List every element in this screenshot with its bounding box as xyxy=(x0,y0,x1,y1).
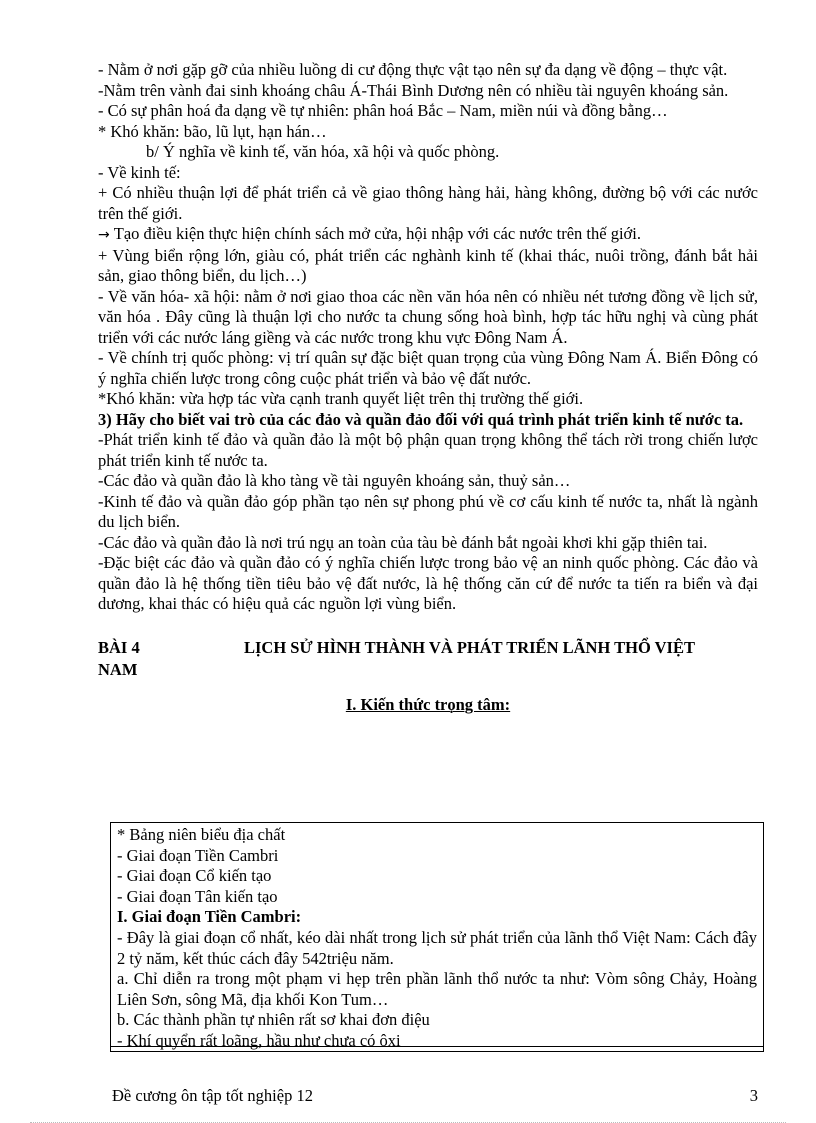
paragraph: -Kinh tế đảo và quần đảo góp phần tạo nên sự phong phú về cơ cấu kinh tế nước ta, nhất là ngành du lịch biển. xyxy=(98,491,758,531)
paragraph: -Các đảo và quần đảo là nơi trú ngụ an toàn của tàu bè đánh bắt ngoài khơi khi gặp thiên tai. xyxy=(98,532,708,552)
paragraph: - Về kinh tế: xyxy=(98,162,181,182)
paragraph-text: Tạo điều kiện thực hiện chính sách mở cửa, hội nhập với các nước trên thế giới. xyxy=(113,224,641,243)
lesson-title: LỊCH SỬ HÌNH THÀNH VÀ PHÁT TRIỂN LÃNH THỔ VIỆT xyxy=(244,637,695,657)
question-heading: 3) Hãy cho biết vai trò của các đảo và quần đảo đối với quá trình phát triển kinh tế nước ta. xyxy=(98,409,744,429)
paragraph: + Vùng biển rộng lớn, giàu có, phát triển các nghành kinh tế (khai thác, nuôi trồng, đánh bắt hải sản, giao thông biển, du lịch…) xyxy=(98,245,758,285)
page-number: 3 xyxy=(749,1086,758,1105)
box-heading: I. Giai đoạn Tiền Cambri: xyxy=(117,907,302,927)
paragraph: - Có sự phân hoá đa dạng về tự nhiên: phân hoá Bắc – Nam, miền núi và đồng bằng… xyxy=(98,101,668,120)
subheading: b/ Ý nghĩa về kinh tế, văn hóa, xã hội và quốc phòng. xyxy=(146,142,500,161)
box-line: - Giai đoạn Cổ kiến tạo xyxy=(117,866,272,886)
paragraph: - Về văn hóa- xã hội: nằm ở nơi giao thoa các nền văn hóa nên có nhiều nét tương đồng về lịch sử, văn hóa . Đây cũng là thuận lợi cho nước ta chung sống hoà bình, hợp tác hữu nghị và cùng phát triển với các nước láng giềng và các nước trong khu vực Đông Nam Á. xyxy=(98,286,758,347)
paragraph: - Về chính trị quốc phòng: vị trí quân sự đặc biệt quan trọng của vùng Đông Nam Á. Biển Đông có ý nghĩa chiến lược trong công cuộc phát triển và bảo vệ đất nước. xyxy=(98,348,758,388)
document-body xyxy=(98,60,758,715)
paragraph: + Có nhiều thuận lợi để phát triển cả về giao thông hàng hải, hàng không, đường bộ với các nước trên thế giới. xyxy=(98,183,758,223)
section-title: I. Kiến thức trọng tâm: xyxy=(345,694,511,714)
arrow-paragraph xyxy=(98,224,758,246)
box-line: a. Chỉ diễn ra trong một phạm vi hẹp trên phần lãnh thổ nước ta như: Vòm sông Chảy, Hoàng Liên Sơn, sông Mã, địa khối Kon Tum… xyxy=(117,969,757,1009)
box-divider xyxy=(111,1046,763,1047)
arrow-right-icon: → xyxy=(98,227,110,243)
knowledge-box xyxy=(110,822,764,1052)
paragraph: - Nằm ở nơi gặp gỡ của nhiều luồng di cư động thực vật tạo nên sự đa dạng về động – thực vật. xyxy=(98,60,728,79)
paragraph: *Khó khăn: vừa hợp tác vừa cạnh tranh quyết liệt trên thị trường thế giới. xyxy=(98,389,584,408)
box-line: - Giai đoạn Tiền Cambri xyxy=(117,845,279,865)
paragraph: -Đặc biệt các đảo và quần đảo có ý nghĩa chiến lược trong bảo vệ an ninh quốc phòng. Các đảo và quần đảo là hệ thống tiền tiêu bảo vệ đất nước, là hệ thống căn cứ để nước ta tiến ra biển và đại dương, khai thác có hiệu quả các nguồn lợi vùng biển. xyxy=(98,553,758,613)
paragraph: -Phát triển kinh tế đảo và quần đảo là một bộ phận quan trọng không thể tách rời trong chiến lược phát triển kinh tế nước ta. xyxy=(98,430,758,470)
box-line: - Đây là giai đoạn cổ nhất, kéo dài nhất trong lịch sử phát triển của lãnh thổ Việt Nam: Cách đây 2 tỷ năm, kết thúc cách đây 542triệu năm. xyxy=(117,927,757,968)
paragraph: -Các đảo và quần đảo là kho tàng về tài nguyên khoáng sản, thuỷ sản… xyxy=(98,471,571,490)
paragraph: * Khó khăn: bão, lũ lụt, hạn hán… xyxy=(98,121,327,141)
box-line: * Bảng niên biểu địa chất xyxy=(117,825,286,844)
box-line: - Giai đoạn Tân kiến tạo xyxy=(117,886,278,906)
lesson-number: BÀI 4 xyxy=(98,637,140,657)
box-line: b. Các thành phần tự nhiên rất sơ khai đơn điệu xyxy=(117,1010,430,1030)
box-line: - Khí quyển rất loãng, hầu như chưa có ôxi xyxy=(117,1030,401,1050)
lesson-heading xyxy=(98,637,758,681)
paragraph: -Nằm trên vành đai sinh khoáng châu Á-Thái Bình Dương nên có nhiều tài nguyên khoáng sản. xyxy=(98,80,729,100)
footer-text: Đề cương ôn tập tốt nghiệp 12 xyxy=(112,1086,313,1105)
lesson-title-tail: NAM xyxy=(98,659,138,679)
